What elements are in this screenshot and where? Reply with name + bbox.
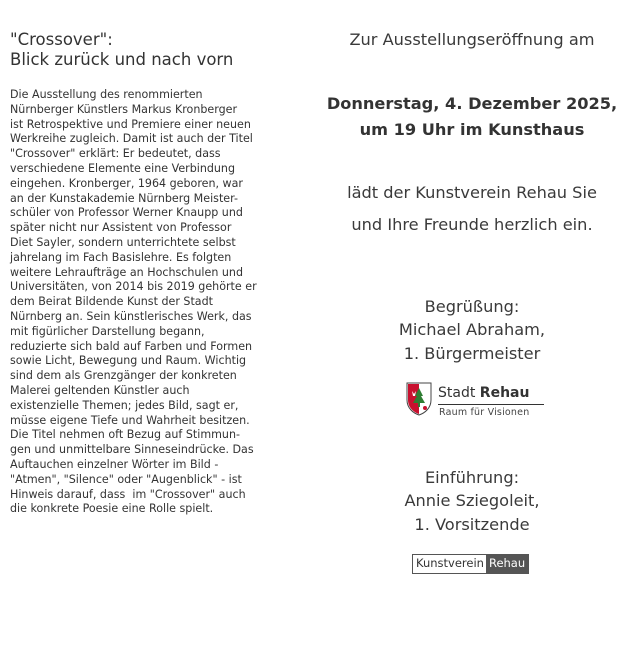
article-body-line: Universitäten, von 2014 bis 2019 gehörte er [10,280,257,294]
article-title-line-2: Blick zurück und nach vorn [10,50,234,69]
article-body-line: reduzierte sich bald auf Farben und Formen [10,339,253,353]
article-body-line: Auftauchen einzelner Wörter im Bild - [10,457,219,471]
article-body-line: ist Retrospektive und Premiere einer neuen [10,117,251,131]
article-body-line: "Atmen", "Silence" oder "Augenblick" - ist [10,472,242,486]
invitation-intro: Zur Ausstellungseröffnung am [349,30,595,49]
article-body-line: schüler von Professor Werner Knaupp und [10,206,243,220]
article-body-line: dem Beirat Bildende Kunst der Stadt [10,295,213,309]
invitation-line-2: und Ihre Freunde herzlich ein. [351,215,593,234]
article-body-line: eingehen. Kronberger, 1964 geboren, war [10,176,243,190]
article-body-line: Nürnberg an. Sein künstlerisches Werk, das [10,309,252,323]
article-body-line: sowie Licht, Bewegung und Raum. Wichtig [10,354,247,368]
article-body-line: Die Titel nehmen oft Bezug auf Stimmun- [10,428,240,442]
article-body-line: später nicht nur Assistent von Professor [10,221,232,235]
stadt-tagline: Raum für Visionen [439,407,530,418]
article-body-line: verschiedene Elemente eine Verbindung [10,161,236,175]
article-body-line: Werkreihe zugleich. Damit ist auch der Titel [10,132,253,146]
article-column [10,30,310,517]
event-time-place: um 19 Uhr im Kunsthaus [359,120,585,139]
introduction-role: 1. Vorsitzende [414,515,530,534]
article-body-line: Nürnberger Künstlers Markus Kronberger [10,102,238,116]
city-coat-of-arms-icon [406,382,432,416]
article-body-line: Hinweis darauf, dass im "Crossover" auch [10,487,246,501]
article-body-line: mit figürlicher Darstellung begann, [10,324,205,338]
article-body-line: müsse eigene Tiefe und Wahrheit besitzen. [10,413,250,427]
stadt-rehau-wordmark [438,385,529,401]
rehau-word: Rehau [479,385,530,401]
article-body-line: die konkrete Poesie eine Rolle spielt. [10,502,214,516]
article-body-line: jahrelang im Fach Basislehre. Es folgten [10,250,232,264]
greeting-name: Michael Abraham, [398,320,546,339]
kv-logo-part-2: Rehau [486,555,528,573]
article-body-line: Malerei geltenden Künstler auch [10,383,190,397]
article-body-line: "Crossover" erklärt: Er bedeutet, dass [10,147,221,161]
stadt-rehau-logo [406,382,546,428]
article-title-line-1: "Crossover": [10,30,113,49]
article-title [10,30,310,70]
article-body-line: gen und unmittelbare Sinneseindrücke. Das [10,443,254,457]
invitation-line-1: lädt der Kunstverein Rehau Sie [347,183,597,202]
article-body-line: an der Kunstakademie Nürnberg Meister- [10,191,238,205]
article-body-line: Diet Sayler, sondern unterrichtete selbst [10,235,236,249]
greeting-label: Begrüßung: [424,297,520,316]
introduction-label: Einführung: [424,468,520,487]
logo-divider [438,404,544,405]
article-body-line: Die Ausstellung des renommierten [10,88,203,101]
event-date: Donnerstag, 4. Dezember 2025, [326,94,618,113]
article-body-line: existenzielle Themen; jedes Bild, sagt er, [10,398,239,412]
article-body-line: weitere Lehraufträge an Hochschulen und [10,265,243,279]
introduction-name: Annie Sziegoleit, [404,491,540,510]
kunstverein-rehau-logo [412,554,529,574]
article-body-line: sind dem als Grenzgänger der konkreten [10,369,237,383]
article-body [10,88,310,517]
stadt-word: Stadt [438,385,476,401]
greeting-role: 1. Bürgermeister [403,344,541,363]
kv-logo-part-1: Kunstverein [413,555,486,573]
